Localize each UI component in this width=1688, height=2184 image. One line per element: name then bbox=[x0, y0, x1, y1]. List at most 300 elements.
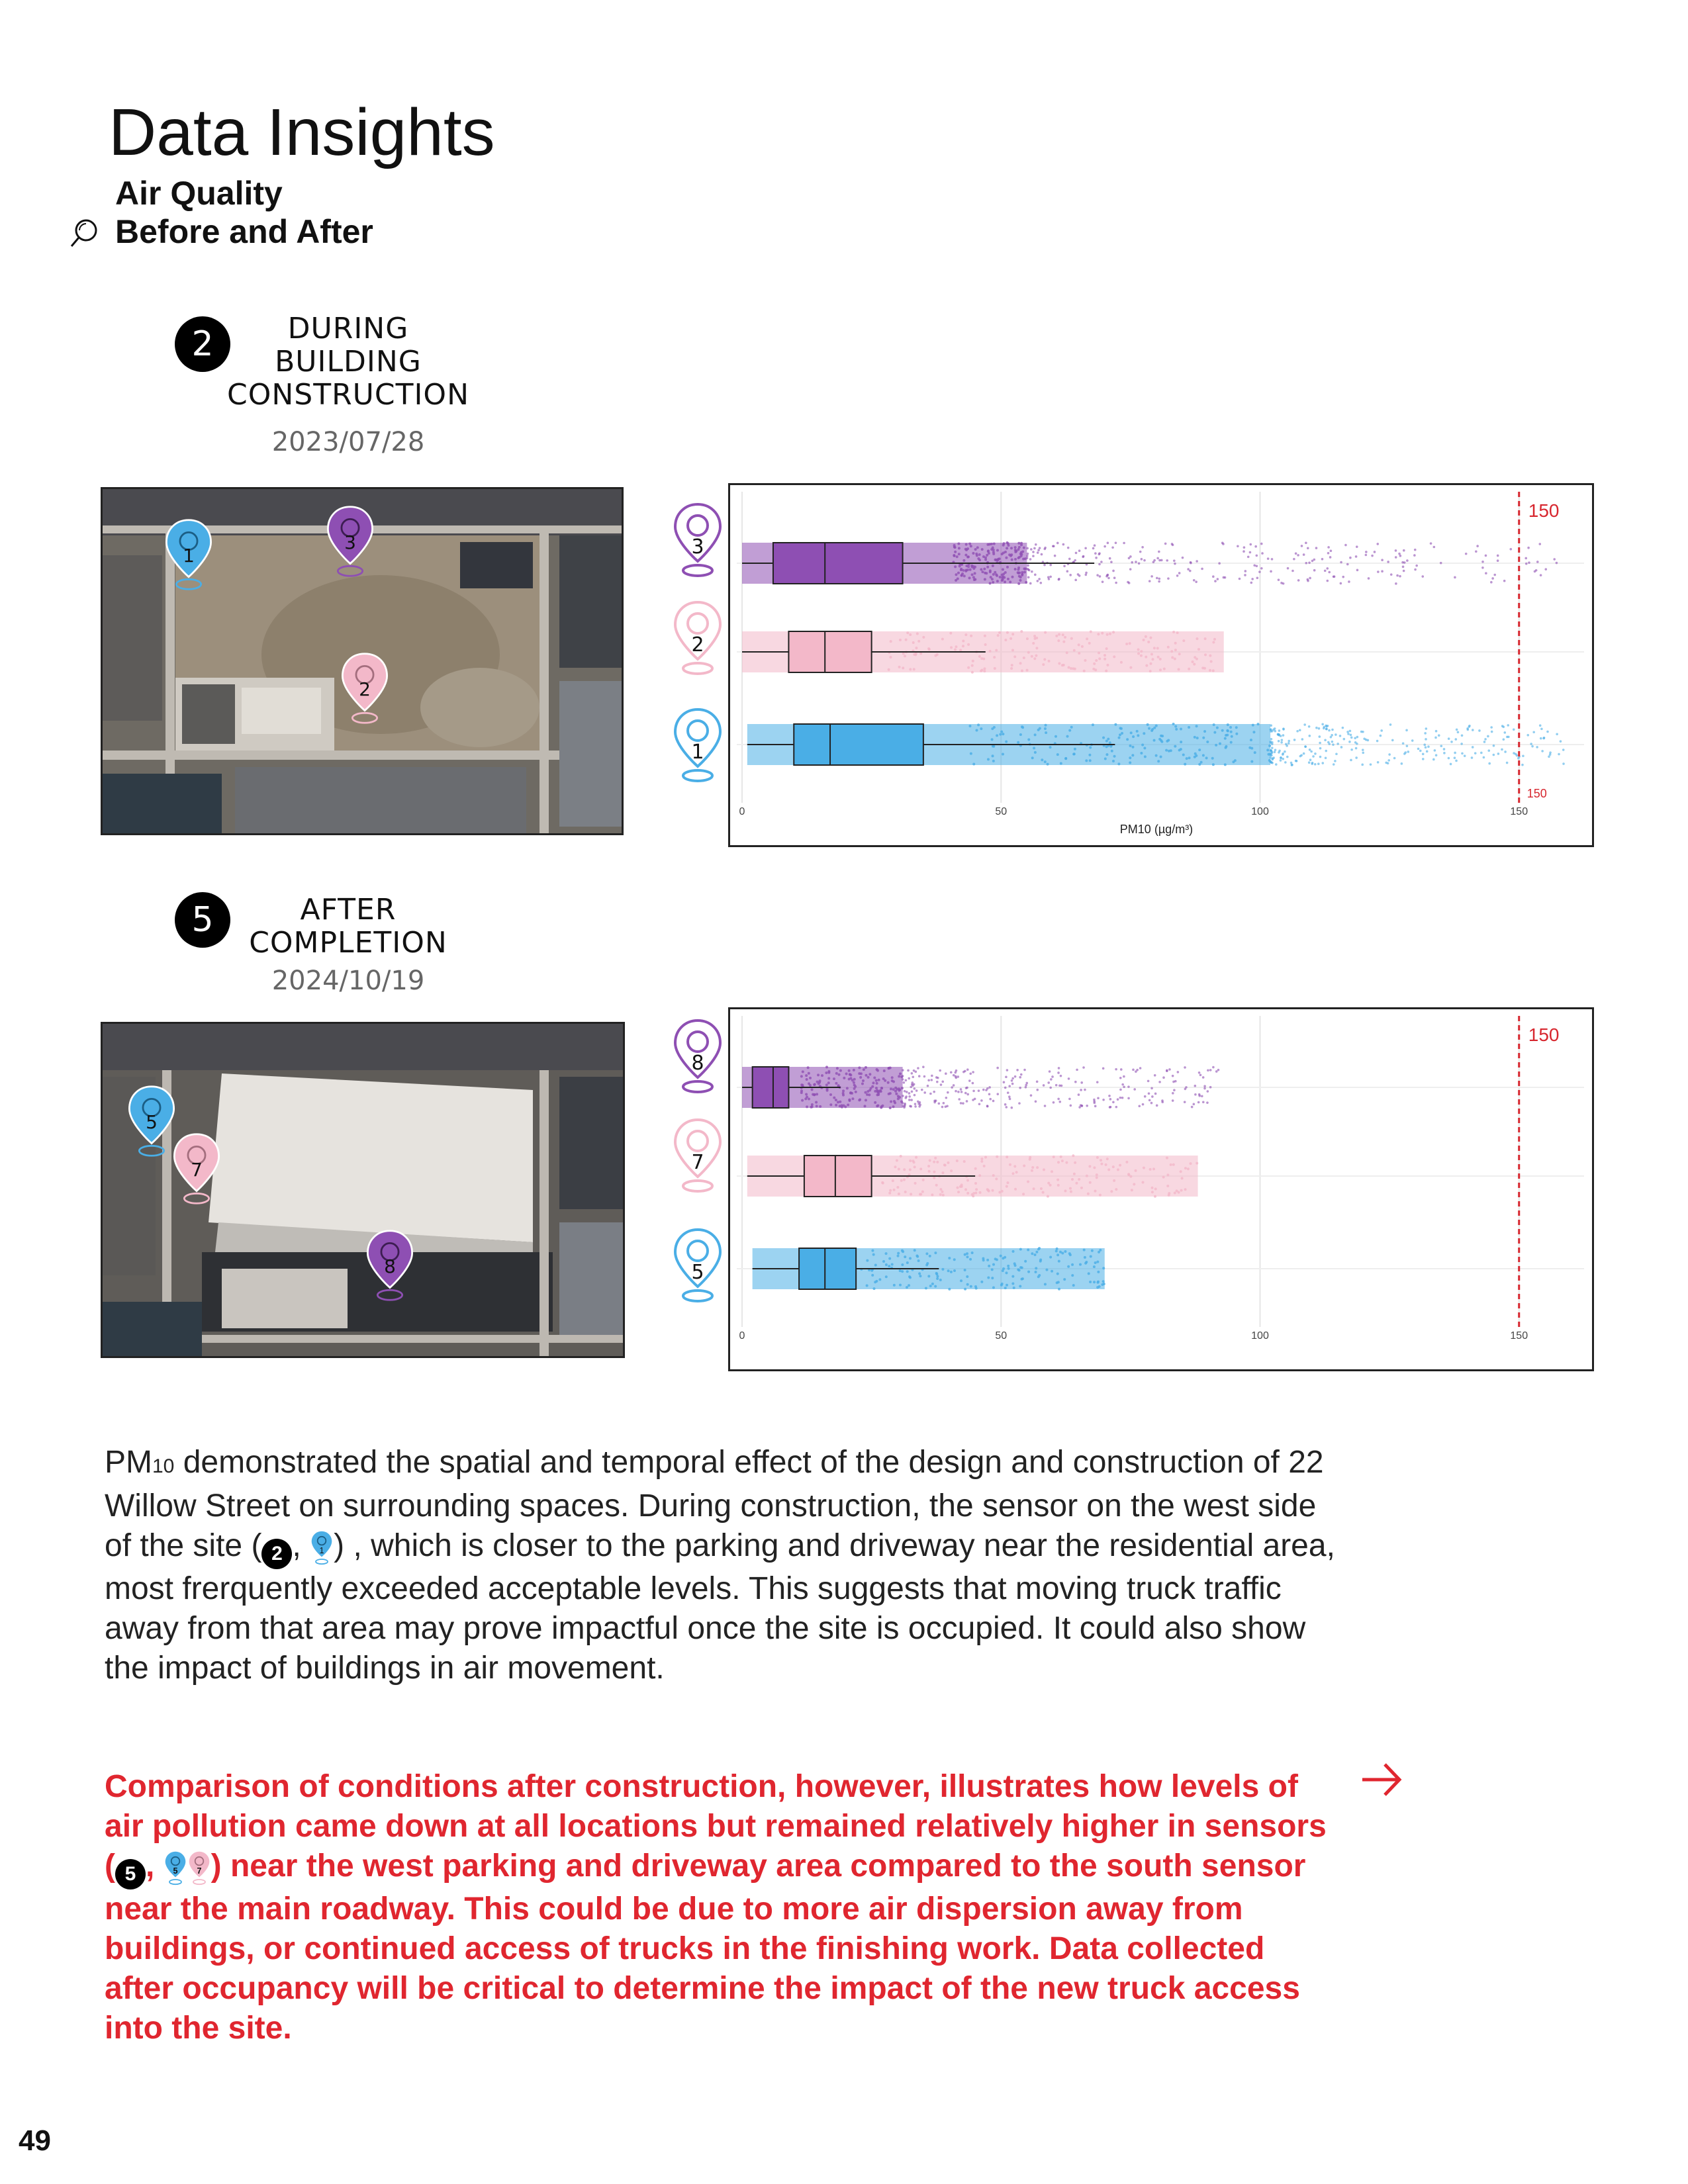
jitter-point bbox=[1098, 657, 1101, 660]
jitter-point bbox=[885, 1275, 888, 1278]
jitter-point bbox=[862, 1079, 865, 1082]
jitter-point bbox=[990, 543, 993, 545]
jitter-point bbox=[1049, 576, 1052, 578]
jitter-point bbox=[1270, 751, 1273, 753]
jitter-point bbox=[1078, 1093, 1080, 1096]
jitter-point bbox=[968, 543, 971, 545]
jitter-point bbox=[805, 1093, 808, 1096]
jitter-point bbox=[902, 1250, 904, 1253]
jitter-point bbox=[806, 1078, 808, 1081]
jitter-point bbox=[1101, 632, 1103, 635]
jitter-point bbox=[1021, 725, 1023, 728]
jitter-point bbox=[957, 578, 959, 580]
jitter-point bbox=[902, 1078, 904, 1081]
jitter-point bbox=[1319, 735, 1321, 738]
jitter-point bbox=[1033, 635, 1036, 637]
jitter-point bbox=[1094, 552, 1097, 555]
jitter-point bbox=[873, 1077, 876, 1079]
jitter-point bbox=[966, 1068, 969, 1071]
jitter-point bbox=[1395, 556, 1397, 559]
jitter-point bbox=[1107, 542, 1109, 545]
map-pin-icon bbox=[671, 705, 724, 785]
jitter-point bbox=[1014, 1264, 1017, 1267]
svg-text:5: 5 bbox=[173, 1866, 178, 1876]
jitter-point bbox=[1027, 1181, 1029, 1183]
jitter-point bbox=[853, 1083, 856, 1086]
jitter-point bbox=[1203, 1085, 1206, 1087]
jitter-point bbox=[1099, 1194, 1102, 1197]
jitter-point bbox=[943, 1102, 945, 1105]
jitter-point bbox=[980, 569, 982, 571]
jitter-point bbox=[983, 1165, 986, 1167]
jitter-point bbox=[1153, 647, 1156, 649]
jitter-point bbox=[837, 1101, 839, 1103]
jitter-point bbox=[1143, 732, 1145, 735]
jitter-point bbox=[1201, 568, 1203, 570]
jitter-point bbox=[1011, 664, 1013, 666]
jitter-point bbox=[1123, 542, 1125, 545]
jitter-point bbox=[992, 553, 995, 555]
jitter-point bbox=[1270, 756, 1272, 759]
jitter-point bbox=[1106, 574, 1109, 576]
jitter-point bbox=[1055, 735, 1057, 738]
jitter-point bbox=[1278, 750, 1281, 752]
jitter-point bbox=[1423, 744, 1426, 747]
jitter-point bbox=[1424, 732, 1427, 735]
jitter-point bbox=[1044, 631, 1047, 634]
jitter-point bbox=[1017, 557, 1020, 559]
jitter-point bbox=[1075, 1182, 1078, 1185]
jitter-point bbox=[1034, 1253, 1037, 1256]
jitter-point bbox=[897, 1252, 900, 1255]
jitter-point bbox=[1047, 763, 1049, 766]
section-title: Air Quality bbox=[115, 175, 283, 212]
jitter-point bbox=[1144, 755, 1147, 758]
jitter-point bbox=[1403, 752, 1406, 755]
jitter-point bbox=[1212, 575, 1215, 578]
jitter-point bbox=[1085, 759, 1088, 762]
jitter-point bbox=[1119, 1164, 1121, 1167]
jitter-point bbox=[954, 565, 957, 568]
jitter-point bbox=[925, 1252, 928, 1255]
jitter-point bbox=[847, 1103, 849, 1106]
jitter-point bbox=[992, 745, 995, 748]
jitter-point bbox=[909, 1168, 912, 1171]
jitter-point bbox=[1119, 1097, 1122, 1099]
jitter-point bbox=[1085, 572, 1088, 574]
jitter-point bbox=[1019, 576, 1022, 578]
jitter-point bbox=[1355, 747, 1358, 750]
jitter-point bbox=[1396, 574, 1399, 577]
jitter-point bbox=[1047, 1081, 1050, 1084]
jitter-point bbox=[919, 1275, 921, 1277]
jitter-point bbox=[1086, 637, 1088, 640]
jitter-point bbox=[1105, 740, 1108, 743]
jitter-point bbox=[1086, 1175, 1088, 1177]
jitter-point bbox=[1374, 551, 1376, 553]
jitter-point bbox=[1229, 726, 1232, 729]
jitter-point bbox=[855, 1091, 857, 1093]
jitter-point bbox=[1157, 760, 1160, 762]
jitter-point bbox=[1057, 1098, 1060, 1101]
jitter-point bbox=[929, 1159, 931, 1161]
jitter-point bbox=[841, 1106, 843, 1109]
jitter-point bbox=[992, 1100, 995, 1103]
map-pin-icon bbox=[126, 1084, 177, 1158]
jitter-point bbox=[971, 573, 974, 576]
jitter-point bbox=[1184, 1167, 1187, 1169]
jitter-point bbox=[1071, 1263, 1074, 1266]
jitter-point bbox=[1018, 546, 1021, 549]
jitter-point bbox=[1031, 1169, 1033, 1172]
jitter-point bbox=[966, 1093, 969, 1096]
jitter-point bbox=[1291, 764, 1293, 766]
jitter-point bbox=[1039, 727, 1041, 730]
jitter-point bbox=[1202, 1101, 1205, 1103]
map-pin-icon bbox=[171, 1132, 222, 1206]
jitter-point bbox=[1403, 561, 1406, 564]
jitter-point bbox=[1060, 1075, 1062, 1077]
jitter-point bbox=[1105, 647, 1108, 650]
jitter-point bbox=[893, 1284, 896, 1287]
map-pin-icon bbox=[671, 1226, 724, 1305]
jitter-point bbox=[1151, 1187, 1154, 1189]
jitter-point bbox=[1052, 545, 1055, 547]
jitter-point bbox=[914, 1103, 917, 1105]
jitter-point bbox=[899, 1269, 902, 1272]
jitter-point bbox=[1089, 1281, 1092, 1283]
jitter-point bbox=[1355, 756, 1358, 759]
jitter-point bbox=[805, 1074, 808, 1077]
jitter-point bbox=[1053, 1101, 1055, 1104]
jitter-point bbox=[1100, 561, 1103, 563]
jitter-point bbox=[972, 762, 975, 765]
jitter-point bbox=[948, 1257, 951, 1259]
section-subtitle: Before and After bbox=[115, 213, 373, 250]
jitter-point bbox=[902, 1105, 904, 1108]
jitter-point bbox=[972, 1082, 974, 1085]
jitter-point bbox=[1254, 751, 1256, 754]
jitter-point bbox=[1031, 655, 1033, 658]
jitter-point bbox=[1024, 567, 1027, 570]
jitter-point bbox=[1207, 1069, 1209, 1071]
jitter-point bbox=[1023, 657, 1025, 659]
jitter-point bbox=[1133, 1183, 1135, 1185]
jitter-point bbox=[900, 1179, 903, 1182]
jitter-point bbox=[1454, 576, 1456, 579]
jitter-point bbox=[1132, 735, 1135, 738]
threshold-label: 150 bbox=[1528, 1024, 1560, 1045]
jitter-point bbox=[1113, 755, 1116, 758]
jitter-point bbox=[1180, 748, 1182, 751]
jitter-point bbox=[1074, 748, 1076, 751]
jitter-point bbox=[874, 1090, 876, 1093]
jitter-point bbox=[1187, 1167, 1190, 1170]
jitter-point bbox=[1244, 570, 1247, 572]
jitter-point bbox=[1166, 1173, 1169, 1176]
jitter-point bbox=[1376, 740, 1379, 743]
jitter-point bbox=[1198, 1093, 1201, 1096]
jitter-point bbox=[1524, 557, 1527, 560]
jitter-point bbox=[1093, 1281, 1096, 1283]
jitter-point bbox=[1027, 576, 1030, 578]
jitter-point bbox=[933, 1177, 935, 1179]
jitter-point bbox=[1056, 1248, 1058, 1250]
jitter-point bbox=[1166, 559, 1168, 562]
jitter-point bbox=[1000, 731, 1003, 733]
jitter-point bbox=[1147, 723, 1149, 726]
jitter-point bbox=[1154, 1093, 1157, 1095]
jitter-point bbox=[1158, 578, 1161, 580]
jitter-point bbox=[853, 1078, 856, 1081]
jitter-point bbox=[986, 1105, 989, 1108]
jitter-point bbox=[1025, 1082, 1028, 1085]
jitter-point bbox=[1096, 1081, 1099, 1083]
jitter-point bbox=[1135, 561, 1137, 563]
jitter-point bbox=[914, 1182, 917, 1185]
jitter-point bbox=[1130, 731, 1133, 734]
jitter-point bbox=[1014, 546, 1017, 549]
jitter-point bbox=[927, 1275, 930, 1277]
jitter-point bbox=[848, 1069, 851, 1072]
jitter-point bbox=[933, 1161, 935, 1163]
jitter-point bbox=[1493, 574, 1496, 576]
jitter-point bbox=[984, 578, 986, 580]
jitter-point bbox=[1365, 551, 1368, 553]
jitter-point bbox=[1313, 559, 1316, 561]
jitter-point bbox=[1331, 741, 1334, 743]
jitter-point bbox=[1098, 1285, 1101, 1288]
jitter-point bbox=[970, 565, 973, 567]
jitter-point bbox=[1004, 1287, 1007, 1289]
jitter-point bbox=[972, 660, 974, 662]
jitter-point bbox=[1060, 1156, 1062, 1158]
jitter-point bbox=[1121, 1083, 1124, 1086]
jitter-point bbox=[1015, 1171, 1018, 1173]
jitter-point bbox=[1112, 570, 1115, 572]
jitter-point bbox=[890, 1101, 892, 1103]
jitter-point bbox=[1310, 751, 1313, 753]
jitter-point bbox=[1252, 731, 1255, 733]
jitter-point bbox=[917, 640, 920, 643]
jitter-point bbox=[1340, 582, 1342, 585]
jitter-point bbox=[1034, 751, 1037, 754]
jitter-point bbox=[1120, 661, 1123, 664]
jitter-point bbox=[935, 1272, 938, 1275]
jitter-point bbox=[992, 760, 995, 762]
jitter-point bbox=[1007, 578, 1009, 580]
jitter-point bbox=[1056, 753, 1059, 756]
jitter-point bbox=[909, 1257, 912, 1259]
jitter-point bbox=[1103, 545, 1106, 548]
jitter-point bbox=[1430, 542, 1432, 545]
jitter-point bbox=[1321, 558, 1324, 561]
jitter-point bbox=[1184, 763, 1186, 766]
jitter-point bbox=[962, 1102, 964, 1105]
jitter-point bbox=[1521, 764, 1524, 766]
jitter-point bbox=[1051, 1075, 1054, 1078]
jitter-point bbox=[1043, 658, 1046, 660]
jitter-point bbox=[1202, 1076, 1205, 1079]
jitter-point bbox=[1106, 664, 1109, 666]
jitter-point bbox=[906, 1286, 908, 1289]
jitter-point bbox=[957, 1075, 959, 1078]
jitter-point bbox=[1074, 559, 1076, 562]
jitter-point bbox=[875, 1079, 878, 1082]
jitter-point bbox=[989, 569, 992, 572]
jitter-point bbox=[1020, 1073, 1023, 1076]
jitter-point bbox=[985, 1089, 988, 1091]
jitter-point bbox=[874, 1101, 876, 1104]
jitter-point bbox=[960, 1102, 962, 1105]
jitter-point bbox=[1090, 631, 1092, 633]
jitter-point bbox=[980, 1158, 983, 1160]
jitter-point bbox=[1066, 651, 1068, 654]
jitter-point bbox=[1536, 561, 1539, 563]
jitter-point bbox=[1149, 670, 1152, 672]
svg-text:8: 8 bbox=[384, 1255, 396, 1278]
jitter-point bbox=[1078, 652, 1080, 655]
jitter-point bbox=[1019, 579, 1021, 582]
jitter-point bbox=[1093, 1265, 1096, 1268]
jitter-point bbox=[993, 656, 996, 659]
jitter-point bbox=[1419, 750, 1422, 752]
jitter-point bbox=[863, 1068, 865, 1071]
svg-text:3: 3 bbox=[344, 531, 356, 554]
jitter-point bbox=[1247, 556, 1250, 559]
jitter-point bbox=[1080, 1089, 1082, 1091]
jitter-point bbox=[907, 1069, 910, 1072]
jitter-point bbox=[866, 1093, 868, 1096]
jitter-point bbox=[1333, 575, 1336, 578]
jitter-point bbox=[865, 1074, 867, 1077]
jitter-point bbox=[1174, 642, 1177, 645]
jitter-point bbox=[1543, 737, 1546, 739]
jitter-point bbox=[1153, 727, 1156, 729]
jitter-point bbox=[1227, 723, 1229, 726]
jitter-point bbox=[866, 1259, 868, 1262]
jitter-point bbox=[1120, 727, 1123, 730]
jitter-point bbox=[1020, 630, 1023, 633]
jitter-point bbox=[939, 1188, 942, 1191]
jitter-point bbox=[1435, 730, 1438, 733]
jitter-point bbox=[1044, 727, 1047, 730]
jitter-point bbox=[1042, 1191, 1045, 1194]
jitter-point bbox=[1006, 541, 1009, 544]
jitter-point bbox=[1045, 724, 1047, 727]
jitter-point bbox=[892, 1080, 895, 1083]
jitter-point bbox=[1081, 645, 1084, 648]
jitter-point bbox=[849, 1073, 851, 1075]
jitter-point bbox=[1098, 563, 1101, 566]
jitter-point bbox=[1094, 1190, 1096, 1193]
jitter-point bbox=[1000, 1255, 1002, 1257]
jitter-point bbox=[1214, 580, 1217, 582]
jitter-point bbox=[1280, 582, 1283, 584]
jitter-point bbox=[1314, 752, 1317, 755]
jitter-point bbox=[1027, 739, 1030, 741]
jitter-point bbox=[1256, 577, 1259, 580]
jitter-point bbox=[1096, 1173, 1098, 1176]
jitter-point bbox=[964, 1092, 967, 1095]
jitter-point bbox=[1335, 733, 1337, 736]
jitter-point bbox=[1491, 577, 1494, 580]
jitter-point bbox=[1140, 752, 1143, 754]
jitter-point bbox=[1011, 1283, 1014, 1285]
jitter-point bbox=[1109, 741, 1111, 744]
jitter-point bbox=[806, 1105, 808, 1108]
jitter-point bbox=[1197, 1101, 1200, 1104]
jitter-point bbox=[1072, 1154, 1074, 1157]
jitter-point bbox=[1019, 1076, 1021, 1079]
jitter-point bbox=[1002, 572, 1005, 575]
jitter-point bbox=[965, 549, 968, 551]
jitter-point bbox=[1363, 738, 1366, 741]
jitter-point bbox=[1535, 569, 1538, 572]
jitter-point bbox=[1393, 757, 1396, 760]
jitter-point bbox=[902, 1069, 904, 1071]
jitter-point bbox=[1019, 1248, 1022, 1251]
jitter-point bbox=[1007, 1265, 1009, 1267]
jitter-point bbox=[1356, 743, 1358, 745]
jitter-point bbox=[1204, 637, 1207, 640]
jitter-point bbox=[1057, 1071, 1060, 1074]
jitter-point bbox=[1156, 557, 1159, 560]
jitter-point bbox=[1250, 760, 1253, 763]
jitter-point bbox=[966, 1100, 968, 1103]
jitter-point bbox=[899, 1073, 902, 1075]
jitter-point bbox=[1049, 1255, 1052, 1258]
jitter-point bbox=[1491, 731, 1493, 733]
jitter-point bbox=[1243, 546, 1246, 549]
arrow-right-icon[interactable] bbox=[1358, 1756, 1405, 1803]
jitter-point bbox=[815, 1101, 818, 1104]
jitter-point bbox=[1184, 1066, 1186, 1069]
jitter-point bbox=[1137, 652, 1140, 655]
jitter-point bbox=[1402, 742, 1405, 745]
jitter-point bbox=[1095, 659, 1098, 662]
jitter-point bbox=[1005, 1271, 1008, 1274]
jitter-point bbox=[914, 1249, 916, 1251]
jitter-point bbox=[1106, 1158, 1109, 1160]
map-pin-icon bbox=[163, 518, 214, 592]
jitter-point bbox=[953, 555, 956, 557]
jitter-point bbox=[1206, 1101, 1209, 1104]
jitter-point bbox=[1443, 752, 1446, 754]
jitter-point bbox=[956, 1160, 959, 1162]
jitter-point bbox=[1030, 548, 1033, 551]
jitter-point bbox=[943, 1163, 946, 1166]
jitter-point bbox=[1142, 1181, 1145, 1183]
jitter-point bbox=[1123, 1085, 1125, 1088]
jitter-point bbox=[901, 1087, 904, 1089]
jitter-point bbox=[917, 1067, 919, 1069]
jitter-point bbox=[1425, 727, 1428, 730]
jitter-point bbox=[1350, 749, 1353, 751]
jitter-point bbox=[1091, 1250, 1094, 1252]
jitter-point bbox=[1485, 572, 1487, 574]
jitter-point bbox=[1017, 582, 1020, 585]
jitter-point bbox=[1540, 737, 1542, 740]
jitter-point bbox=[848, 1099, 851, 1101]
jitter-point bbox=[1167, 739, 1170, 741]
jitter-point bbox=[1011, 559, 1013, 561]
jitter-point bbox=[1142, 1103, 1145, 1106]
jitter-point bbox=[1309, 749, 1311, 751]
jitter-point bbox=[1308, 725, 1311, 728]
jitter-point bbox=[872, 1253, 875, 1256]
jitter-point bbox=[962, 645, 964, 647]
